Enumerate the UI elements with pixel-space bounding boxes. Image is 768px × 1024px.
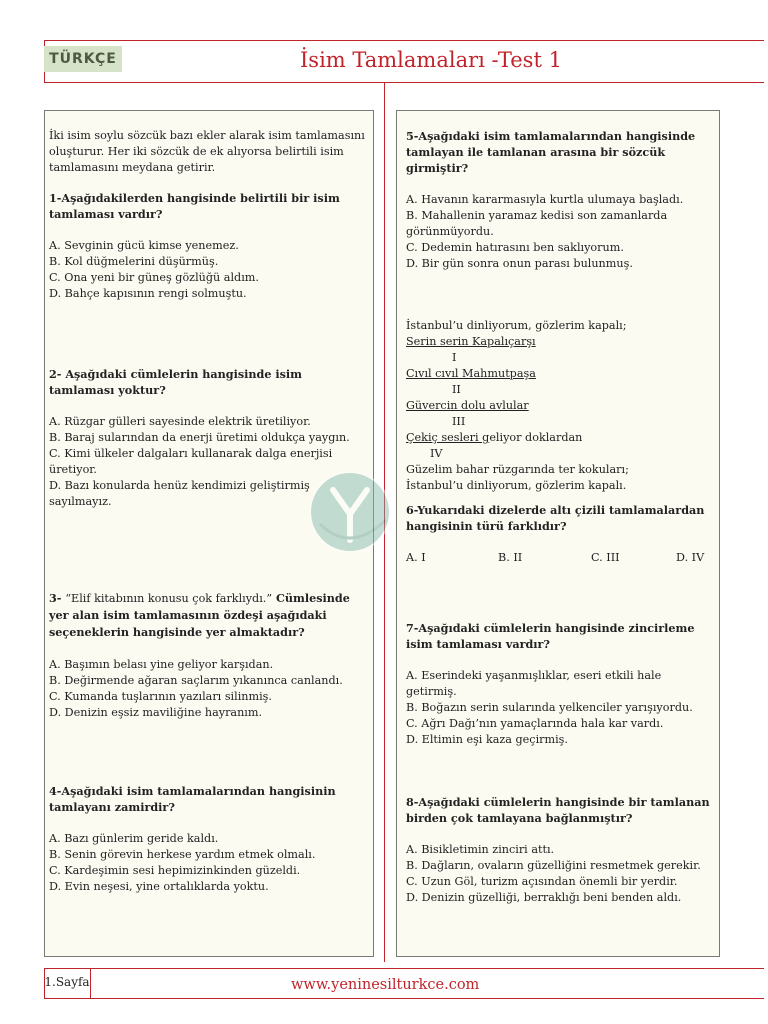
q7-stem: 7-Aşağıdaki cümlelerin hangisinde zincirleme isim tamlaması vardır? — [406, 621, 695, 651]
q8-option-b[interactable]: B. Dağların, ovaların güzelliğini resmetmek gerekir. — [406, 859, 701, 872]
q4-stem: 4-Aşağıdaki isim tamlamalarından hangisinin tamlayanı zamirdir? — [49, 784, 336, 814]
q8-option-c[interactable]: C. Uzun Göl, turizm açısından önemli bir yerdir. — [406, 875, 678, 888]
page-title: İsim Tamlamaları -Test 1 — [300, 48, 562, 72]
intro-text: İki isim soylu sözcük bazı ekler alarak isim tamlamasını oluşturur. Her iki sözcük de ek alıyorsa belirtili isim tamlamasını meydana getirir. — [49, 129, 365, 174]
q7-option-b[interactable]: B. Boğazın serin sularında yelkenciler yarışıyordu. — [406, 701, 693, 714]
q6-option-a[interactable]: A. I — [406, 551, 426, 564]
q3-stem-rest: Cümlesinde yer alan isim tamlamasının özdeşi aşağıdaki seçeneklerin hangisinde yer almaktadır? — [49, 591, 350, 639]
q3-option-c[interactable]: C. Kumanda tuşlarının yazıları silinmiş. — [49, 690, 272, 703]
left-column — [49, 128, 369, 895]
top-rule — [44, 40, 764, 41]
footer-rule-top — [44, 968, 764, 969]
q1-option-a[interactable]: A. Sevginin gücü kimse yenemez. — [49, 239, 239, 252]
q6-stem: 6-Yukarıdaki dizelerde altı çizili tamlamalardan hangisinin türü farklıdır? — [406, 503, 705, 533]
q2-option-b[interactable]: B. Baraj sularından da enerji üretimi oldukça yaygın. — [49, 431, 350, 444]
q1-stem: 1-Aşağıdakilerden hangisinde belirtili bir isim tamlaması vardır? — [49, 191, 340, 221]
q3-stem-prefix: 3- — [49, 591, 66, 605]
poem-line-3: Cıvıl cıvıl Mahmutpaşa — [406, 367, 536, 380]
q7-option-d[interactable]: D. Eltimin eşi kaza geçirmiş. — [406, 733, 568, 746]
q2-option-c[interactable]: C. Kimi ülkeler dalgaları kullanarak dalga enerjisi üretiyor. — [49, 447, 333, 476]
q3-option-a[interactable]: A. Başımın belası yine geliyor karşıdan. — [49, 658, 274, 671]
right-column — [406, 128, 712, 906]
poem-line-6: Güzelim bahar rüzgarında ter kokuları; — [406, 463, 629, 476]
q1-option-c[interactable]: C. Ona yeni bir güneş gözlüğü aldım. — [49, 271, 259, 284]
subject-tab: TÜRKÇE — [44, 46, 122, 72]
q1-option-b[interactable]: B. Kol düğmelerini düşürmüş. — [49, 255, 219, 268]
poem-line-7: İstanbul’u dinliyorum, gözlerim kapalı. — [406, 479, 627, 492]
q8-stem: 8-Aşağıdaki cümlelerin hangisinde bir tamlanan birden çok tamlayana bağlanmıştır? — [406, 795, 710, 825]
q3-stem — [49, 590, 369, 641]
q6-option-b[interactable]: B. II — [498, 551, 523, 564]
q5-option-c[interactable]: C. Dedemin hatırasını ben saklıyorum. — [406, 241, 624, 254]
q4-option-d[interactable]: D. Evin neşesi, yine ortalıklarda yoktu. — [49, 880, 269, 893]
q8-option-d[interactable]: D. Denizin güzelliği, berraklığı beni benden aldı. — [406, 891, 682, 904]
q4-option-b[interactable]: B. Senin görevin herkese yardım etmek olmalı. — [49, 848, 316, 861]
q6-option-d[interactable]: D. IV — [676, 551, 705, 564]
q2-stem: 2- Aşağıdaki cümlelerin hangisinde isim tamlaması yoktur? — [49, 367, 303, 397]
q3-option-d[interactable]: D. Denizin eşsiz maviliğine hayranım. — [49, 706, 263, 719]
q4-option-a[interactable]: A. Bazı günlerim geride kaldı. — [49, 832, 219, 845]
q5-option-b[interactable]: B. Mahallenin yaramaz kedisi son zamanlarda görünmüyordu. — [406, 209, 668, 238]
poem-line-1: İstanbul’u dinliyorum, gözlerim kapalı; — [406, 319, 627, 332]
page-number: 1.Sayfa — [44, 975, 90, 989]
q2-option-a[interactable]: A. Rüzgar gülleri sayesinde elektrik üretiliyor. — [49, 415, 311, 428]
q5-stem: 5-Aşağıdaki isim tamlamalarından hangisinde tamlayan ile tamlanan arasına bir sözcük girmiştir? — [406, 129, 696, 175]
q1-option-d[interactable]: D. Bahçe kapısının rengi solmuştu. — [49, 287, 247, 300]
q6-option-c[interactable]: C. III — [591, 551, 620, 564]
website-link[interactable]: www.yeninesilturkce.com — [291, 977, 480, 993]
q5-option-d[interactable]: D. Bir gün sonra onun parası bulunmuş. — [406, 257, 633, 270]
poem-line-5-rest: eliyor doklardan — [489, 431, 583, 444]
footer-rule-bottom — [44, 998, 764, 999]
q7-option-c[interactable]: C. Ağrı Dağı’nın yamaçlarında hala kar vardı. — [406, 717, 664, 730]
q2-option-d[interactable]: D. Bazı konularda henüz kendimizi geliştirmiş sayılmayız. — [49, 479, 310, 508]
header-rule — [44, 82, 764, 83]
q6-options — [406, 550, 712, 566]
poem-numeral-2: II — [452, 383, 461, 396]
poem-numeral-3: III — [452, 415, 466, 428]
poem-numeral-4: IV — [430, 447, 443, 460]
q7-option-a[interactable]: A. Eserindeki yaşanmışlıklar, eseri etkili hale getirmiş. — [406, 669, 662, 698]
poem-line-5 — [406, 430, 712, 446]
q5-option-a[interactable]: A. Havanın kararmasıyla kurtla ulumaya başladı. — [406, 193, 684, 206]
poem-line-5-underlined: Çekiç sesleri g — [406, 431, 490, 444]
footer-tab-divider — [90, 968, 91, 998]
q3-option-b[interactable]: B. Değirmende ağaran saçlarım yıkanınca canlandı. — [49, 674, 343, 687]
poem-line-2: Serin serin Kapalıçarşı — [406, 335, 536, 348]
q3-stem-quote: “Elif kitabının konusu çok farklıydı.” — [65, 592, 273, 605]
q8-option-a[interactable]: A. Bisikletimin zinciri attı. — [406, 843, 555, 856]
poem-line-4: Güvercin dolu avlular — [406, 399, 529, 412]
q4-option-c[interactable]: C. Kardeşimin sesi hepimizinkinden güzeldi. — [49, 864, 301, 877]
poem-numeral-1: I — [452, 351, 457, 364]
